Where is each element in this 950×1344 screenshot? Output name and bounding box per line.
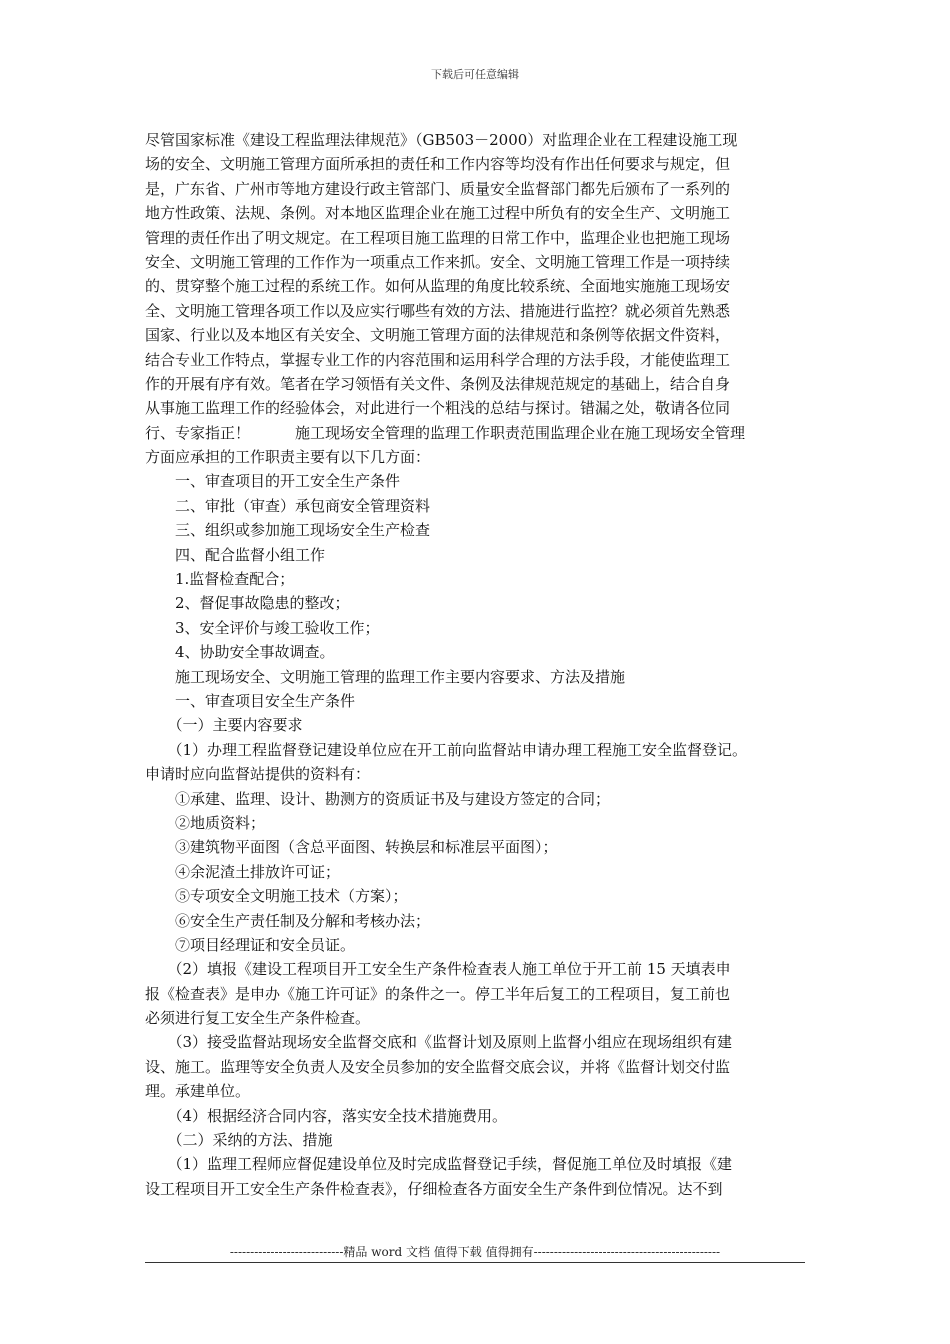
page-footer: ----------------------------精品 word 文档 值得下载 值得拥有---------------------------------------------- xyxy=(145,1243,805,1263)
text-line: 国家、行业以及本地区有关安全、文明施工管理方面的法律规范和条例等依据文件资料， xyxy=(145,326,731,345)
text-line: 设工程项目开工安全生产条件检查表》，仔细检查各方面安全生产条件到位情况。达不到 xyxy=(145,1179,723,1198)
text-line: 的、贯穿整个施工过程的系统工作。如何从监理的角度比较系统、全面地实施施工现场安 xyxy=(145,277,731,296)
text-line: 从事施工监理工作的经验体会，对此进行一个粗浅的总结与探讨。错漏之处，敬请各位同 xyxy=(145,399,731,418)
text-line: ④余泥渣土排放许可证； xyxy=(145,862,341,881)
document-body xyxy=(145,128,810,1201)
text-line: ⑦项目经理证和安全员证。 xyxy=(145,935,356,954)
text-line: 2、督促事故隐患的整改； xyxy=(145,594,350,613)
text-line: 二、审批（审查）承包商安全管理资料 xyxy=(145,496,431,515)
text-line: ②地质资料； xyxy=(145,813,266,832)
text-line: 报《检查表》是申办《施工许可证》的条件之一。停工半年后复工的工程项目，复工前也 xyxy=(145,984,731,1003)
text-line: （2）填报《建设工程项目开工安全生产条件检查表人施工单位于开工前 15 天填表申 xyxy=(145,960,731,979)
text-line: 作的开展有序有效。笔者在学习领悟有关文件、条例及法律规范规定的基础上，结合自身 xyxy=(145,374,731,393)
text-line: 申请时应向监督站提供的资料有： xyxy=(145,765,371,784)
text-line: （1）监理工程师应督促建设单位及时完成监督登记手续，督促施工单位及时填报《建 xyxy=(145,1155,733,1174)
page-header: 下载后可任意编辑 xyxy=(431,68,519,81)
text-line: 3、安全评价与竣工验收工作； xyxy=(145,618,380,637)
text-line: 施工现场安全、文明施工管理的监理工作主要内容要求、方法及措施 xyxy=(145,667,626,686)
text-line: 全、文明施工管理各项工作以及应实行哪些有效的方法、措施进行监控？就必须首先熟悉 xyxy=(145,301,731,320)
text-line: 一、审查项目安全生产条件 xyxy=(145,691,356,710)
text-line: （二）采纳的方法、措施 xyxy=(145,1131,333,1150)
text-line: 行、专家指正！ 施工现场安全管理的监理工作职责范围监理企业在施工现场安全管理 xyxy=(145,423,746,442)
text-line: 方面应承担的工作职责主要有以下几方面： xyxy=(145,448,431,467)
text-line: 三、组织或参加施工现场安全生产检查 xyxy=(145,521,431,540)
text-line: 安全、文明施工管理的工作作为一项重点工作来抓。安全、文明施工管理工作是一项持续 xyxy=(145,252,731,271)
text-line: （一）主要内容要求 xyxy=(145,716,303,735)
text-line: 是，广东省、广州市等地方建设行政主管部门、质量安全监督部门都先后颁布了一系列的 xyxy=(145,179,731,198)
text-line: 必须进行复工安全生产条件检查。 xyxy=(145,1009,371,1028)
text-line: 理。承建单位。 xyxy=(145,1082,251,1101)
text-line: 四、配合监督小组工作 xyxy=(145,545,326,564)
text-line: 结合专业工作特点，掌握专业工作的内容范围和运用科学合理的方法手段，才能使监理工 xyxy=(145,350,731,369)
text-line: （3）接受监督站现场安全监督交底和《监督计划及原则上监督小组应在现场组织有建 xyxy=(145,1033,733,1052)
text-line: 一、审查项目的开工安全生产条件 xyxy=(145,472,401,491)
text-line: 1.监督检查配合； xyxy=(145,570,295,589)
text-line: ①承建、监理、设计、勘测方的资质证书及与建设方签定的合同； xyxy=(145,789,611,808)
text-line: ⑥安全生产责任制及分解和考核办法； xyxy=(145,911,431,930)
text-line: 场的安全、文明施工管理方面所承担的责任和工作内容等均没有作出任何要求与规定，但 xyxy=(145,155,731,174)
text-line: （1）办理工程监督登记建设单位应在开工前向监督站申请办理工程施工安全监督登记。 xyxy=(145,740,748,759)
text-line: ⑤专项安全文明施工技术（方案）； xyxy=(145,887,408,906)
text-line: （4）根据经济合同内容，落实安全技术措施费用。 xyxy=(145,1106,508,1125)
text-line: 尽管国家标准《建设工程监理法律规范》（GB503－2000）对监理企业在工程建设施工现 xyxy=(145,131,738,149)
text-line: 4、协助安全事故调查。 xyxy=(145,643,335,662)
text-line: ③建筑物平面图（含总平面图、转换层和标准层平面图）； xyxy=(145,838,558,857)
text-line: 设、施工。监理等安全负责人及安全员参加的安全监督交底会议，并将《监督计划交付监 xyxy=(145,1057,731,1076)
text-line: 地方性政策、法规、条例。对本地区监理企业在施工过程中所负有的安全生产、文明施工 xyxy=(145,204,731,223)
text-line: 管理的责任作出了明文规定。在工程项目施工监理的日常工作中，监理企业也把施工现场 xyxy=(145,228,731,247)
